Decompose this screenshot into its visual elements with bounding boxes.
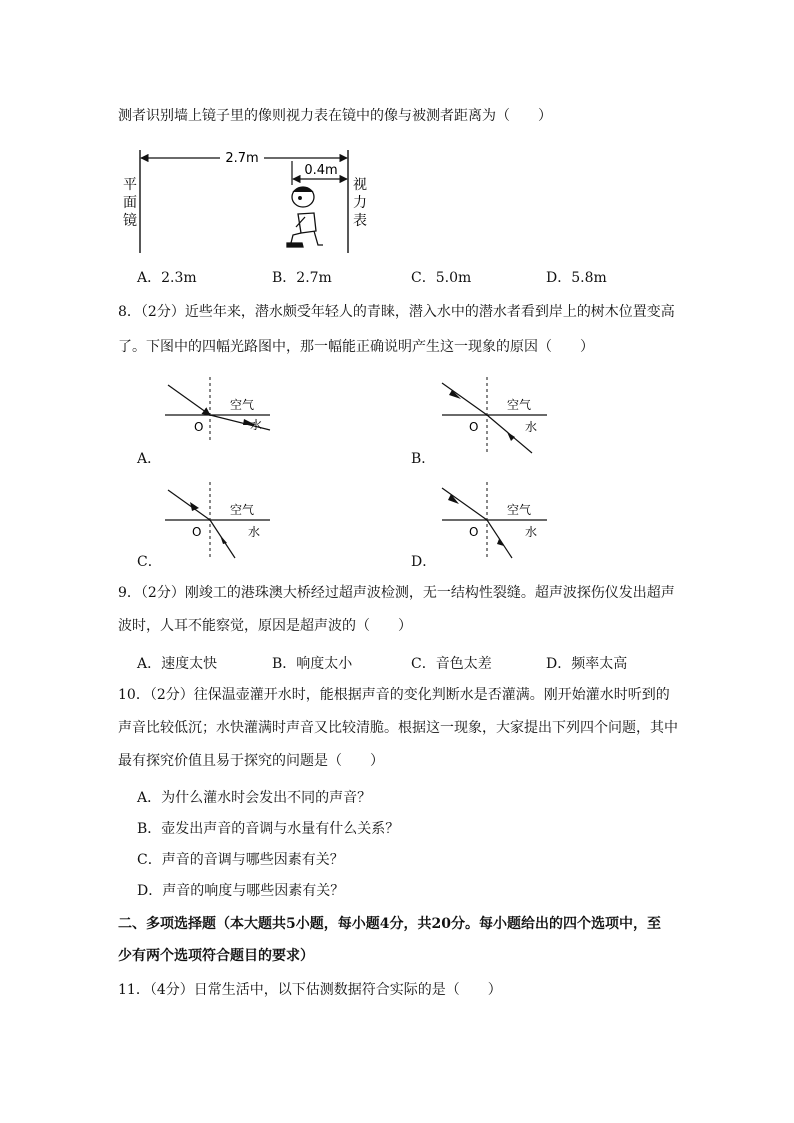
mirror-label-2: 面 (123, 195, 137, 211)
q9-option-a: A．速度太快 (137, 656, 218, 672)
q9-stem-line-2: 波时，人耳不能察觉，原因是超声波的（ ） (118, 618, 412, 634)
q8-option-d-label: D． (411, 554, 437, 570)
air-label: 空气 (230, 398, 255, 412)
q7-stem-line: 测者识别墙上镜子里的像则视力表在镜中的像与被测者距离为（ ） (118, 108, 552, 124)
q8-diagram-b (437, 375, 557, 455)
q10-option-c: C．声音的音调与哪些因素有关？ (137, 852, 344, 868)
water-label: 水 (525, 420, 538, 434)
q10-stem-line-1: 10．（2分）往保温壶灌开水时，能根据声音的变化判断水是否灌满。刚开始灌水时听到的 (118, 687, 670, 703)
origin-label: O (469, 525, 479, 539)
chart-label-2: 力 (353, 195, 367, 211)
air-label: 空气 (230, 503, 255, 517)
q7-option-a: A．2.3m (137, 270, 197, 286)
mirror-label-1: 平 (123, 177, 137, 193)
seated-person-icon (287, 187, 323, 247)
q8-diagram-a (160, 375, 280, 445)
q7-option-b: B．2.7m (272, 270, 332, 286)
q8-stem-line-1: 8．（2分）近些年来，潜水颇受年轻人的青睐，潜入水中的潜水者看到岸上的树木位置变高 (118, 304, 675, 320)
q10-stem-line-2: 声音比较低沉；水快灌满时声音又比较清脆。根据这一现象，大家提出下列四个问题，其中 (118, 720, 678, 736)
q8-diagram-c (160, 480, 280, 560)
q8-option-a-label: A． (137, 451, 162, 467)
partial-distance-label: 0.4m (304, 163, 338, 178)
q10-option-a: A．为什么灌水时会发出不同的声音？ (137, 790, 372, 806)
q7-option-d: D．5.8m (546, 270, 607, 286)
water-label: 水 (248, 525, 261, 539)
origin-label: O (192, 525, 202, 539)
q10-option-b: B．壶发出声音的音调与水量有什么关系？ (137, 821, 400, 837)
section-2-heading-line-2: 少有两个选项符合题目的要求） (118, 948, 314, 964)
origin-label: O (194, 420, 204, 434)
water-label: 水 (525, 525, 538, 539)
q11-stem-line: 11．（4分）日常生活中，以下估测数据符合实际的是（ ） (118, 982, 502, 998)
q7-option-c: C．5.0m (411, 270, 472, 286)
q7-diagram (115, 145, 375, 255)
q10-stem-line-3: 最有探究价值且易于探究的问题是（ ） (118, 753, 384, 769)
origin-label: O (469, 420, 479, 434)
total-distance-label: 2.7m (225, 151, 259, 166)
q8-option-b-label: B． (411, 451, 436, 467)
q9-stem-line-1: 9．（2分）刚竣工的港珠澳大桥经过超声波检测，无一结构性裂缝。超声波探伤仪发出超声 (118, 585, 675, 601)
mirror-label-3: 镜 (123, 213, 137, 229)
chart-label-1: 视 (353, 177, 367, 193)
air-label: 空气 (507, 503, 532, 517)
q9-option-d: D．频率太高 (546, 656, 628, 672)
q10-option-d: D．声音的响度与哪些因素有关？ (137, 883, 345, 899)
water-label: 水 (250, 418, 263, 432)
q8-stem-line-2: 了。下图中的四幅光路图中，那一幅能正确说明产生这一现象的原因（ ） (118, 339, 594, 355)
air-label: 空气 (507, 398, 532, 412)
q8-diagram-d (437, 480, 557, 560)
q9-option-c: C．音色太差 (411, 656, 492, 672)
q9-option-b: B．响度太小 (272, 656, 353, 672)
chart-label-3: 表 (353, 213, 367, 229)
q8-option-c-label: C． (137, 554, 162, 570)
section-2-heading-line-1: 二、多项选择题（本大题共5小题，每小题4分，共20分。每小题给出的四个选项中，至 (118, 916, 661, 932)
